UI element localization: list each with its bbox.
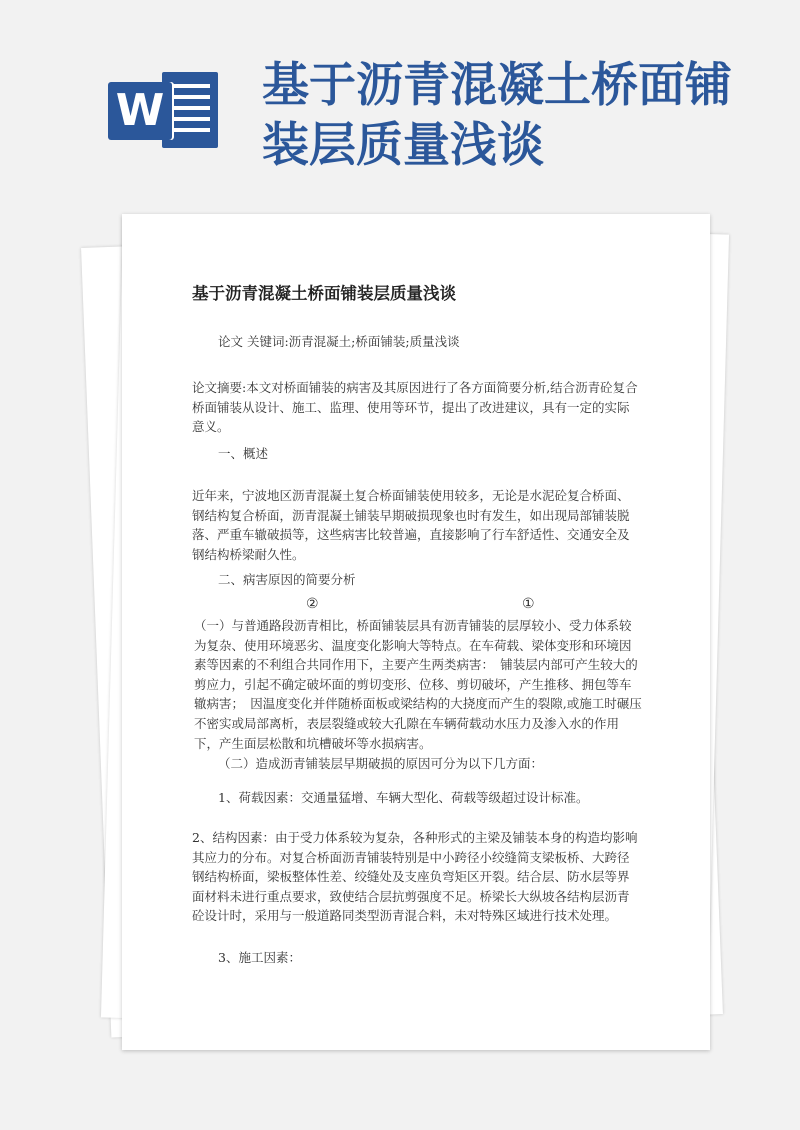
abstract-paragraph: 论文摘要:本文对桥面铺装的病害及其原因进行了各方面简要分析,结合沥青砼复合桥面铺装从设计、施工、监理、使用等环节，提出了改进建议，具有一定的实际意义。 [192,380,638,435]
logo-letter: W [115,85,165,136]
keywords-line: 论文 关键词:沥青混凝土;桥面铺装;质量浅谈 [218,334,460,349]
word-icon [108,82,172,140]
list-item-2: 2、结构因素：由于受力体系较为复杂，各种形式的主梁及铺装本身的构造均影响其应力的分布。对复合桥面沥青铺装特别是中小跨径小绞缝简支梁板桥、大跨径钢结构桥面，梁板整体性差、绞缝处及支座负弯矩区开裂。结合层、防水层等界面材料未进行重点要求，致使结合层抗剪强度不足。桥梁长大纵坡各结构层沥青砼设计时，采用与一般道路同类型沥青混合料，未对特殊区域进行技术处理。 [192,830,638,924]
subsection1-paragraph: （一）与普通路段沥青相比，桥面铺装层具有沥青铺装的层厚较小、受力体系较为复杂、使用环境恶劣、温度变化影响大等特点。在车荷载、梁体变形和环境因素等因素的不利组合共同作用下，主要产生两类病害： 铺装层内部可产生较大的剪应力，引起不确定破坏面的剪切变形、位移、剪切破坏，产生推移、拥包等车辙病害； 因温度变化并伴随桥面板或梁结构的大挠度而产生的裂隙,或施工时碾压不密实或局部离析，表层裂缝或较大孔隙在车辆荷载动水压力及渗入水的作用下，产生面层松散和坑槽破坏等水损病害。 [194,618,642,751]
header-title-line1: 基于沥青混凝土桥面铺 [262,58,732,113]
list-item-1: 1、荷载因素：交通量猛增、车辆大型化、荷载等级超过设计标准。 [218,790,589,805]
header-title-line2: 装层质量浅谈 [262,118,544,173]
header-title [262,56,732,176]
list-item-3: 3、施工因素： [218,950,301,965]
section2-heading: 二、病害原因的简要分析 [218,572,356,587]
circled-marker-2: ② [306,596,319,612]
section1-paragraph: 近年来，宁波地区沥青混凝土复合桥面铺装使用较多，无论是水泥砼复合桥面、钢结构复合桥面，沥青混凝土铺装早期破损现象也时有发生，如出现局部铺装脱落、严重车辙破损等，这些病害比较普遍，直接影响了行车舒适性、交通安全及钢结构桥梁耐久性。 [192,488,630,562]
subsection2-heading: （二）造成沥青铺装层早期破损的原因可分为以下几方面： [218,756,544,771]
document-title: 基于沥青混凝土桥面铺装层质量浅谈 [192,284,456,303]
circled-marker-1: ① [522,596,535,612]
word-logo [108,66,220,154]
document-page[interactable] [122,214,710,1050]
section1-heading: 一、概述 [218,446,269,461]
